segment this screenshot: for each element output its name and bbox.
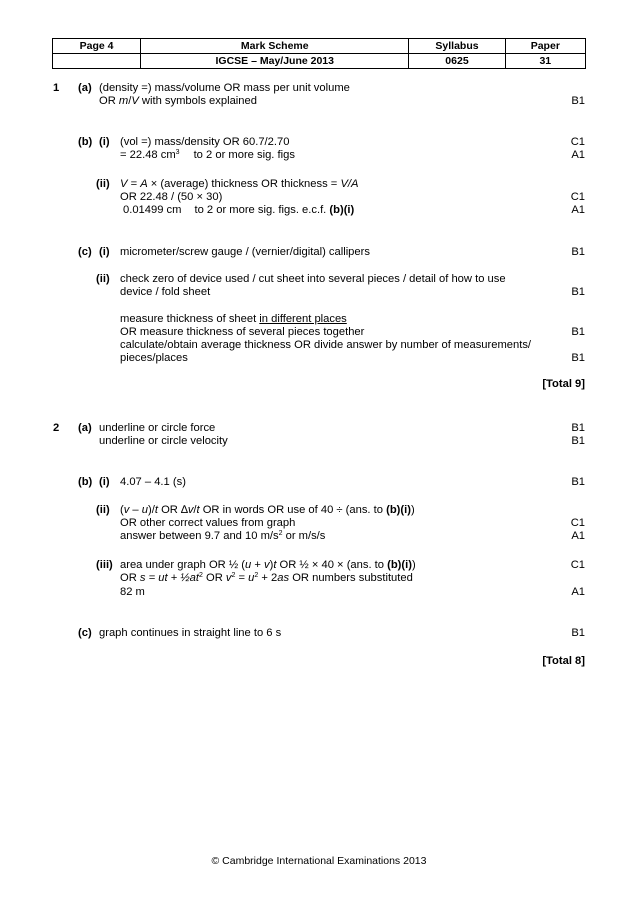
q1-cii-line2: device / fold sheet xyxy=(120,286,211,298)
q2-total: [Total 8] xyxy=(542,655,585,667)
header-page: Page 4 xyxy=(53,39,141,54)
q2-biii-mark1: C1 xyxy=(570,559,585,571)
q1-ci-label: (i) xyxy=(99,246,110,258)
q2-a-mark2: B1 xyxy=(571,435,585,447)
q1-a-line1: (density =) mass/volume OR mass per unit volume xyxy=(99,82,350,94)
q2-c-line: graph continues in straight line to 6 s xyxy=(99,627,282,639)
q1-cii-mark6: B1 xyxy=(571,352,585,364)
q1-bi-mark1: C1 xyxy=(570,136,585,148)
q1-total: [Total 9] xyxy=(542,378,585,390)
header-paper-label: Paper xyxy=(505,39,585,54)
q2-number: 2 xyxy=(53,422,60,434)
header-syllabus-label: Syllabus xyxy=(409,39,505,54)
copyright-footer: © Cambridge International Examinations 2013 xyxy=(211,855,427,867)
q2-biii-line1: area under graph OR ½ (u + v)t OR ½ × 40 × (ans. to (b)(i)) xyxy=(120,559,416,571)
q1-bi-line1: (vol =) mass/density OR 60.7/2.70 xyxy=(120,136,290,148)
q2-bii-mark2: C1 xyxy=(570,517,585,529)
q2-c-label: (c) xyxy=(78,627,92,639)
q1-b-label: (b) xyxy=(78,136,93,148)
q1-bii-mark2: C1 xyxy=(570,191,585,203)
header-title: Mark Scheme xyxy=(141,39,409,54)
header-exam: IGCSE – May/June 2013 xyxy=(141,54,409,69)
q1-cii-line3: measure thickness of sheet in different places xyxy=(120,313,347,325)
q1-bii-line3: 0.01499 cm to 2 or more sig. figs. e.c.f. (b)(i) xyxy=(123,204,355,216)
q1-cii-line5: calculate/obtain average thickness OR divide answer by number of measurements/ xyxy=(120,339,532,351)
q1-cii-mark2: B1 xyxy=(571,286,585,298)
q2-biii-label: (iii) xyxy=(96,559,113,571)
q1-number: 1 xyxy=(53,82,60,94)
q2-biii-line3: 82 m xyxy=(120,586,145,598)
header-table xyxy=(52,38,586,69)
q1-ci-line: micrometer/screw gauge / (vernier/digital) callipers xyxy=(120,246,370,258)
q2-bii-line1: (v – u)/t OR ∆v/t OR in words OR use of 40 ÷ (ans. to (b)(i)) xyxy=(120,504,415,516)
q2-bi-label: (i) xyxy=(99,476,110,488)
q2-bi-line: 4.07 – 4.1 (s) xyxy=(120,476,186,488)
q2-a-mark1: B1 xyxy=(571,422,585,434)
q1-bi-mark2: A1 xyxy=(571,149,585,161)
q2-b-label: (b) xyxy=(78,476,93,488)
q2-a-line1: underline or circle force xyxy=(99,422,216,434)
header-empty-cell xyxy=(53,54,141,69)
q1-c-label: (c) xyxy=(78,246,92,258)
q1-bii-line1: V = A × (average) thickness OR thickness = V/A xyxy=(120,178,359,190)
q1-a-label: (a) xyxy=(78,82,92,94)
q1-bii-line2: OR 22.48 / (50 × 30) xyxy=(120,191,223,203)
q1-bi-line2: = 22.48 $cm^3$ to 2 or more sig. figs xyxy=(120,149,295,161)
q1-cii-label: (ii) xyxy=(96,273,110,285)
q2-c-mark: B1 xyxy=(571,627,585,639)
q1-a-line2: OR m/V with symbols explained xyxy=(99,95,257,107)
q1-ci-mark: B1 xyxy=(571,246,585,258)
q2-biii-mark3: A1 xyxy=(571,586,585,598)
q1-a-mark: B1 xyxy=(571,95,585,107)
q1-bii-mark3: A1 xyxy=(571,204,585,216)
q2-bii-label: (ii) xyxy=(96,504,110,516)
header-paper: 31 xyxy=(505,54,585,69)
header-syllabus: 0625 xyxy=(409,54,505,69)
q2-a-line2: underline or circle velocity xyxy=(99,435,228,447)
q1-bii-label: (ii) xyxy=(96,178,110,190)
q2-bii-line3: answer between 9.7 and 10 $m/s^2$ or m/s/s xyxy=(120,530,326,542)
q2-biii-line2: OR s = ut + $\frac{1}{2}at^2$ OR $v^2 = u^2 + 2as$ OR numbers substituted xyxy=(120,572,413,584)
q2-bii-line2: OR other correct values from graph xyxy=(120,517,296,529)
q1-cii-line6: pieces/places xyxy=(120,352,188,364)
q2-bi-mark: B1 xyxy=(571,476,585,488)
q1-cii-line4: OR measure thickness of several pieces together xyxy=(120,326,365,338)
q2-bii-mark3: A1 xyxy=(571,530,585,542)
q1-cii-line1: check zero of device used / cut sheet into several pieces / detail of how to use xyxy=(120,273,506,285)
q2-a-label: (a) xyxy=(78,422,92,434)
q1-cii-mark4: B1 xyxy=(571,326,585,338)
q1-bi-label: (i) xyxy=(99,136,110,148)
